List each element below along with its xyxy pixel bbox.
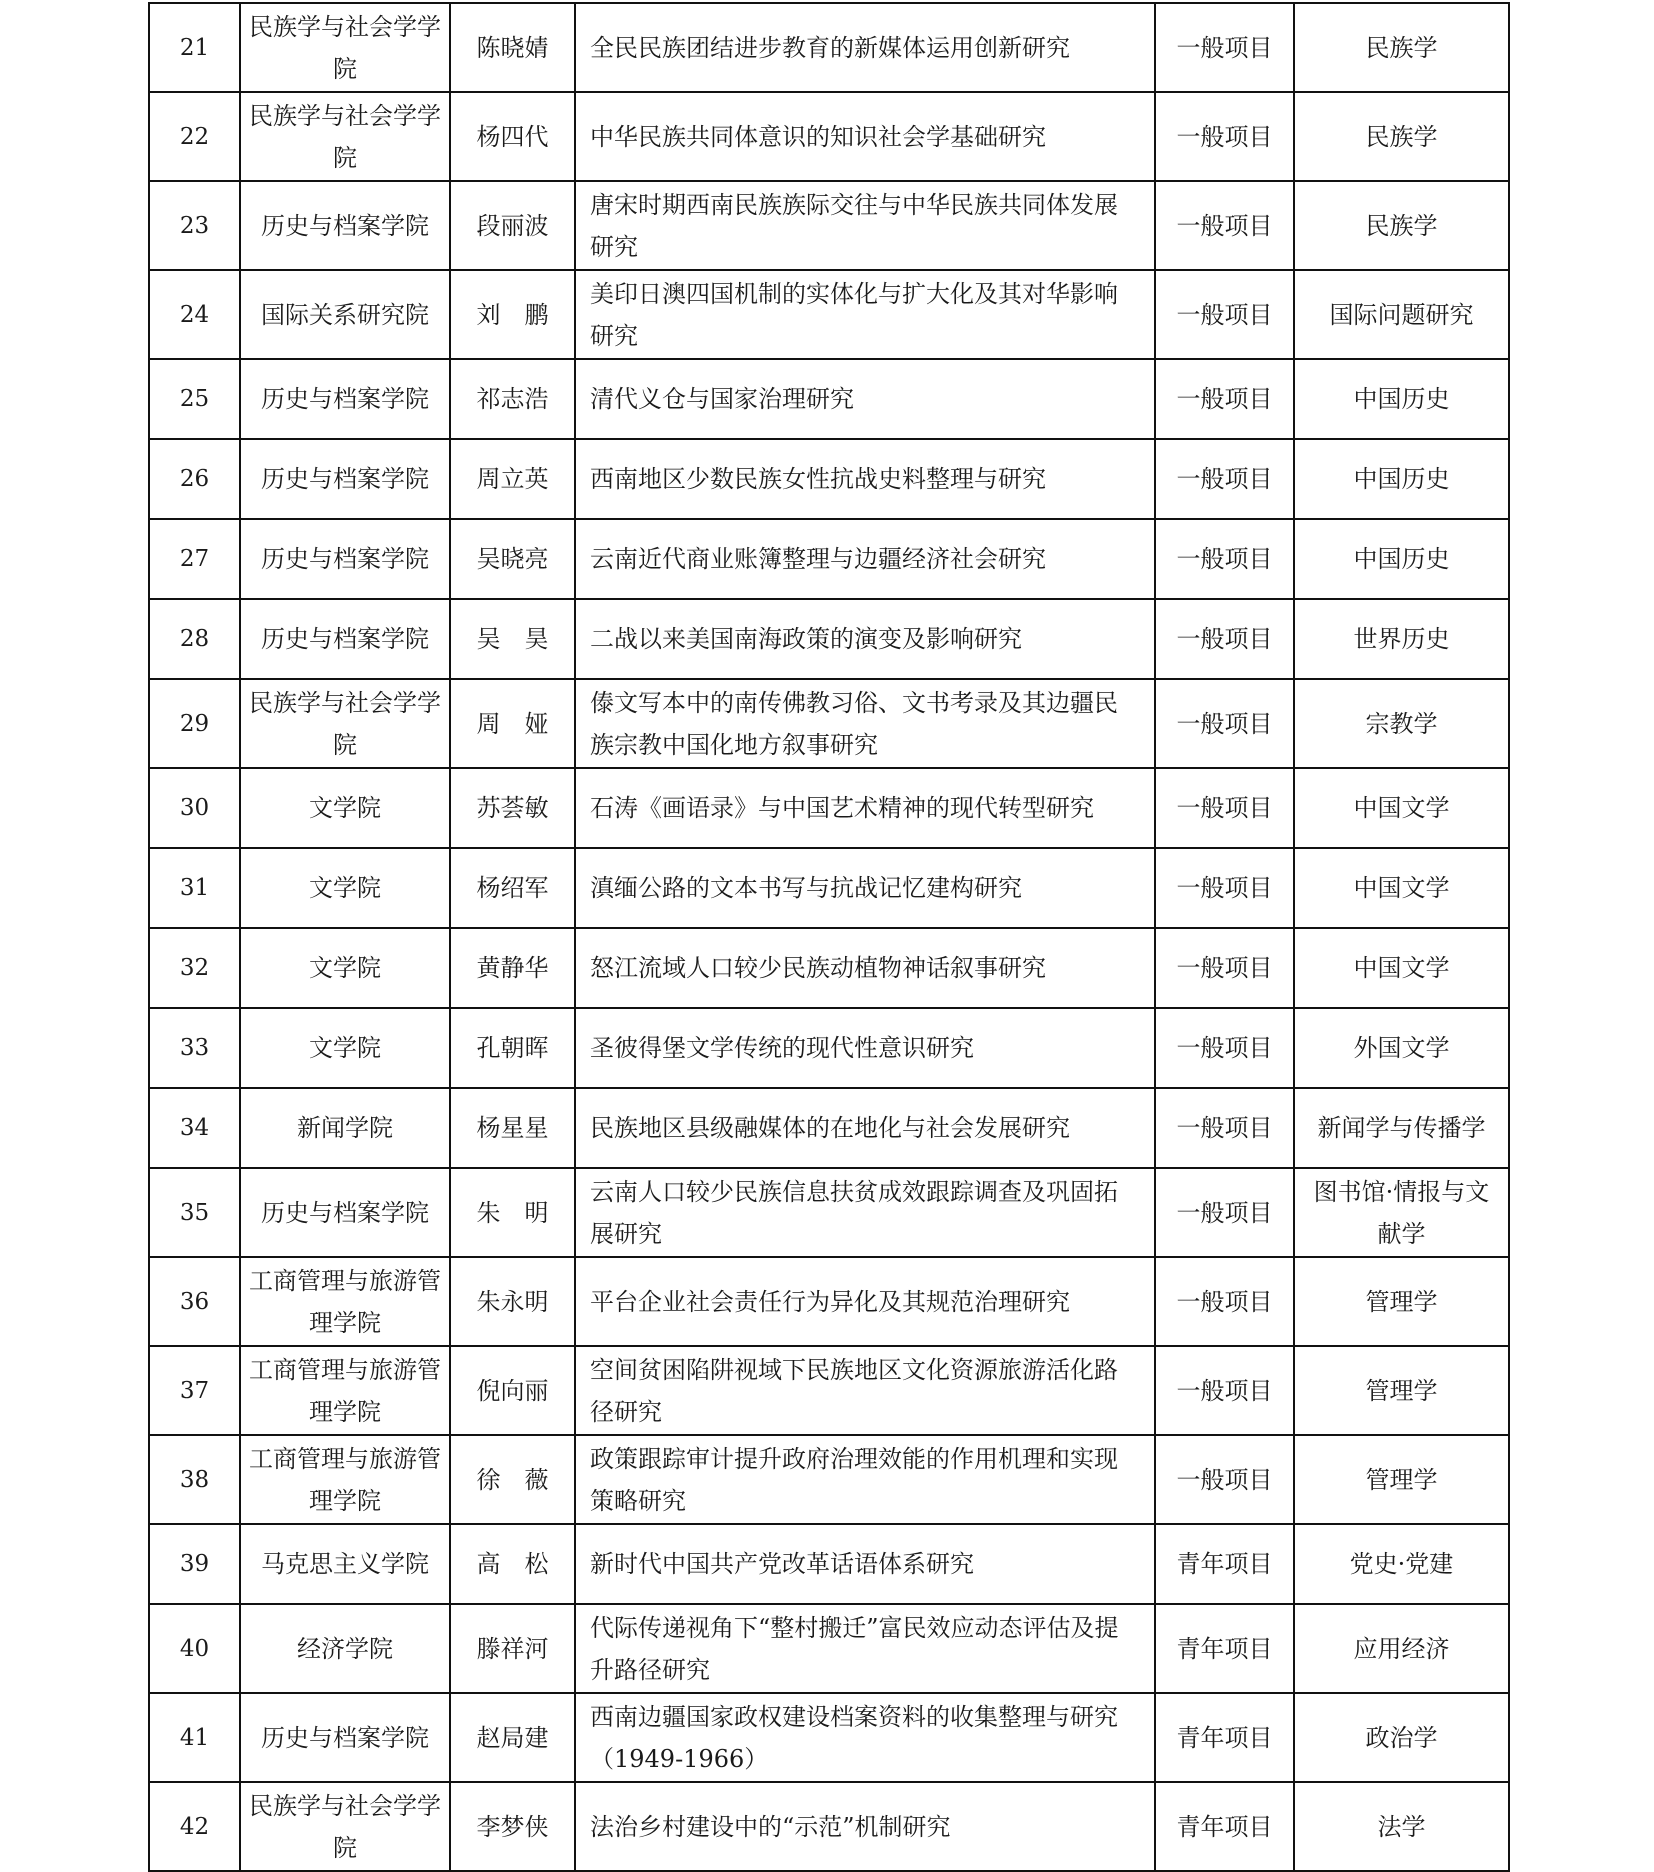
cell-leader: 杨星星 xyxy=(450,1088,575,1168)
cell-leader: 吴晓亮 xyxy=(450,519,575,599)
cell-discipline: 党史·党建 xyxy=(1294,1524,1509,1604)
cell-discipline: 中国历史 xyxy=(1294,439,1509,519)
cell-number: 31 xyxy=(149,848,240,928)
cell-discipline: 宗教学 xyxy=(1294,679,1509,768)
cell-discipline: 应用经济 xyxy=(1294,1604,1509,1693)
table-row xyxy=(149,1604,1509,1693)
cell-leader: 朱永明 xyxy=(450,1257,575,1346)
cell-discipline: 图书馆·情报与文献学 xyxy=(1294,1168,1509,1257)
table-row xyxy=(149,1524,1509,1604)
cell-number: 34 xyxy=(149,1088,240,1168)
cell-project-type: 一般项目 xyxy=(1155,1435,1294,1524)
cell-number: 28 xyxy=(149,599,240,679)
cell-project-type: 一般项目 xyxy=(1155,1168,1294,1257)
cell-project-type: 一般项目 xyxy=(1155,599,1294,679)
cell-leader: 黄静华 xyxy=(450,928,575,1008)
cell-discipline: 世界历史 xyxy=(1294,599,1509,679)
cell-number: 35 xyxy=(149,1168,240,1257)
cell-leader: 刘 鹏 xyxy=(450,270,575,359)
cell-college: 历史与档案学院 xyxy=(240,599,450,679)
cell-project-title: 圣彼得堡文学传统的现代性意识研究 xyxy=(575,1008,1155,1088)
cell-project-type: 青年项目 xyxy=(1155,1782,1294,1871)
cell-discipline: 新闻学与传播学 xyxy=(1294,1088,1509,1168)
cell-college: 民族学与社会学学院 xyxy=(240,679,450,768)
table-row xyxy=(149,848,1509,928)
cell-discipline: 外国文学 xyxy=(1294,1008,1509,1088)
cell-college: 马克思主义学院 xyxy=(240,1524,450,1604)
cell-project-type: 青年项目 xyxy=(1155,1693,1294,1782)
cell-leader: 段丽波 xyxy=(450,181,575,270)
cell-project-type: 一般项目 xyxy=(1155,848,1294,928)
cell-project-title: 清代义仓与国家治理研究 xyxy=(575,359,1155,439)
cell-number: 24 xyxy=(149,270,240,359)
cell-project-type: 青年项目 xyxy=(1155,1604,1294,1693)
cell-leader: 吴 昊 xyxy=(450,599,575,679)
cell-college: 工商管理与旅游管理学院 xyxy=(240,1257,450,1346)
cell-project-type: 一般项目 xyxy=(1155,270,1294,359)
cell-project-type: 一般项目 xyxy=(1155,1088,1294,1168)
cell-college: 民族学与社会学学院 xyxy=(240,92,450,181)
cell-college: 工商管理与旅游管理学院 xyxy=(240,1435,450,1524)
cell-project-type: 一般项目 xyxy=(1155,768,1294,848)
table-row xyxy=(149,679,1509,768)
cell-discipline: 民族学 xyxy=(1294,3,1509,92)
cell-number: 42 xyxy=(149,1782,240,1871)
cell-college: 文学院 xyxy=(240,848,450,928)
cell-project-title: 全民民族团结进步教育的新媒体运用创新研究 xyxy=(575,3,1155,92)
cell-college: 历史与档案学院 xyxy=(240,1693,450,1782)
cell-leader: 祁志浩 xyxy=(450,359,575,439)
cell-leader: 周立英 xyxy=(450,439,575,519)
cell-project-title: 二战以来美国南海政策的演变及影响研究 xyxy=(575,599,1155,679)
table-row xyxy=(149,1257,1509,1346)
project-table-body xyxy=(149,3,1509,1871)
table-row xyxy=(149,599,1509,679)
cell-leader: 高 松 xyxy=(450,1524,575,1604)
cell-leader: 赵局建 xyxy=(450,1693,575,1782)
cell-leader: 李梦侠 xyxy=(450,1782,575,1871)
cell-project-title: 空间贫困陷阱视域下民族地区文化资源旅游活化路径研究 xyxy=(575,1346,1155,1435)
cell-number: 26 xyxy=(149,439,240,519)
table-row xyxy=(149,1435,1509,1524)
cell-college: 民族学与社会学学院 xyxy=(240,3,450,92)
cell-number: 36 xyxy=(149,1257,240,1346)
cell-college: 新闻学院 xyxy=(240,1088,450,1168)
cell-number: 41 xyxy=(149,1693,240,1782)
table-row xyxy=(149,359,1509,439)
cell-college: 历史与档案学院 xyxy=(240,439,450,519)
cell-number: 39 xyxy=(149,1524,240,1604)
cell-discipline: 中国历史 xyxy=(1294,519,1509,599)
cell-college: 历史与档案学院 xyxy=(240,1168,450,1257)
cell-college: 经济学院 xyxy=(240,1604,450,1693)
table-row xyxy=(149,1168,1509,1257)
cell-college: 文学院 xyxy=(240,1008,450,1088)
cell-project-title: 法治乡村建设中的“示范”机制研究 xyxy=(575,1782,1155,1871)
cell-project-type: 一般项目 xyxy=(1155,359,1294,439)
cell-discipline: 管理学 xyxy=(1294,1257,1509,1346)
cell-number: 22 xyxy=(149,92,240,181)
cell-number: 29 xyxy=(149,679,240,768)
cell-number: 33 xyxy=(149,1008,240,1088)
table-row xyxy=(149,768,1509,848)
cell-project-title: 石涛《画语录》与中国艺术精神的现代转型研究 xyxy=(575,768,1155,848)
cell-number: 23 xyxy=(149,181,240,270)
cell-number: 21 xyxy=(149,3,240,92)
table-row xyxy=(149,928,1509,1008)
cell-discipline: 民族学 xyxy=(1294,181,1509,270)
table-row xyxy=(149,519,1509,599)
cell-project-type: 一般项目 xyxy=(1155,181,1294,270)
cell-project-type: 一般项目 xyxy=(1155,439,1294,519)
cell-discipline: 中国文学 xyxy=(1294,768,1509,848)
cell-number: 25 xyxy=(149,359,240,439)
cell-leader: 孔朝晖 xyxy=(450,1008,575,1088)
cell-number: 32 xyxy=(149,928,240,1008)
cell-project-type: 一般项目 xyxy=(1155,92,1294,181)
table-row xyxy=(149,270,1509,359)
table-row xyxy=(149,92,1509,181)
cell-project-title: 唐宋时期西南民族族际交往与中华民族共同体发展研究 xyxy=(575,181,1155,270)
cell-project-title: 美印日澳四国机制的实体化与扩大化及其对华影响研究 xyxy=(575,270,1155,359)
cell-number: 38 xyxy=(149,1435,240,1524)
table-row xyxy=(149,439,1509,519)
cell-leader: 陈晓婧 xyxy=(450,3,575,92)
cell-leader: 滕祥河 xyxy=(450,1604,575,1693)
cell-college: 文学院 xyxy=(240,768,450,848)
cell-college: 国际关系研究院 xyxy=(240,270,450,359)
cell-college: 历史与档案学院 xyxy=(240,359,450,439)
table-row xyxy=(149,1693,1509,1782)
cell-leader: 朱 明 xyxy=(450,1168,575,1257)
cell-project-type: 一般项目 xyxy=(1155,928,1294,1008)
cell-college: 工商管理与旅游管理学院 xyxy=(240,1346,450,1435)
cell-leader: 苏荟敏 xyxy=(450,768,575,848)
cell-discipline: 法学 xyxy=(1294,1782,1509,1871)
cell-college: 历史与档案学院 xyxy=(240,519,450,599)
cell-number: 27 xyxy=(149,519,240,599)
cell-project-type: 一般项目 xyxy=(1155,3,1294,92)
cell-discipline: 中国文学 xyxy=(1294,928,1509,1008)
cell-leader: 周 娅 xyxy=(450,679,575,768)
project-table xyxy=(148,2,1510,1872)
cell-project-title: 西南边疆国家政权建设档案资料的收集整理与研究（1949-1966） xyxy=(575,1693,1155,1782)
cell-discipline: 民族学 xyxy=(1294,92,1509,181)
cell-leader: 徐 薇 xyxy=(450,1435,575,1524)
cell-project-title: 民族地区县级融媒体的在地化与社会发展研究 xyxy=(575,1088,1155,1168)
cell-project-title: 怒江流域人口较少民族动植物神话叙事研究 xyxy=(575,928,1155,1008)
cell-discipline: 中国历史 xyxy=(1294,359,1509,439)
cell-number: 37 xyxy=(149,1346,240,1435)
table-row xyxy=(149,181,1509,270)
cell-project-type: 青年项目 xyxy=(1155,1524,1294,1604)
cell-project-title: 西南地区少数民族女性抗战史料整理与研究 xyxy=(575,439,1155,519)
table-row xyxy=(149,1346,1509,1435)
table-row xyxy=(149,1088,1509,1168)
table-row xyxy=(149,1782,1509,1871)
cell-project-title: 云南近代商业账簿整理与边疆经济社会研究 xyxy=(575,519,1155,599)
cell-college: 历史与档案学院 xyxy=(240,181,450,270)
cell-project-title: 代际传递视角下“整村搬迁”富民效应动态评估及提升路径研究 xyxy=(575,1604,1155,1693)
cell-project-title: 政策跟踪审计提升政府治理效能的作用机理和实现策略研究 xyxy=(575,1435,1155,1524)
cell-leader: 倪向丽 xyxy=(450,1346,575,1435)
cell-project-title: 新时代中国共产党改革话语体系研究 xyxy=(575,1524,1155,1604)
cell-project-title: 中华民族共同体意识的知识社会学基础研究 xyxy=(575,92,1155,181)
cell-project-type: 一般项目 xyxy=(1155,519,1294,599)
cell-number: 30 xyxy=(149,768,240,848)
cell-discipline: 管理学 xyxy=(1294,1435,1509,1524)
cell-number: 40 xyxy=(149,1604,240,1693)
table-row xyxy=(149,3,1509,92)
cell-discipline: 管理学 xyxy=(1294,1346,1509,1435)
cell-project-title: 平台企业社会责任行为异化及其规范治理研究 xyxy=(575,1257,1155,1346)
cell-college: 民族学与社会学学院 xyxy=(240,1782,450,1871)
cell-leader: 杨四代 xyxy=(450,92,575,181)
cell-discipline: 国际问题研究 xyxy=(1294,270,1509,359)
cell-project-title: 傣文写本中的南传佛教习俗、文书考录及其边疆民族宗教中国化地方叙事研究 xyxy=(575,679,1155,768)
cell-discipline: 政治学 xyxy=(1294,1693,1509,1782)
cell-project-type: 一般项目 xyxy=(1155,1008,1294,1088)
cell-discipline: 中国文学 xyxy=(1294,848,1509,928)
cell-project-type: 一般项目 xyxy=(1155,1257,1294,1346)
cell-project-type: 一般项目 xyxy=(1155,679,1294,768)
cell-leader: 杨绍军 xyxy=(450,848,575,928)
cell-project-type: 一般项目 xyxy=(1155,1346,1294,1435)
table-row xyxy=(149,1008,1509,1088)
cell-project-title: 云南人口较少民族信息扶贫成效跟踪调查及巩固拓展研究 xyxy=(575,1168,1155,1257)
cell-project-title: 滇缅公路的文本书写与抗战记忆建构研究 xyxy=(575,848,1155,928)
cell-college: 文学院 xyxy=(240,928,450,1008)
